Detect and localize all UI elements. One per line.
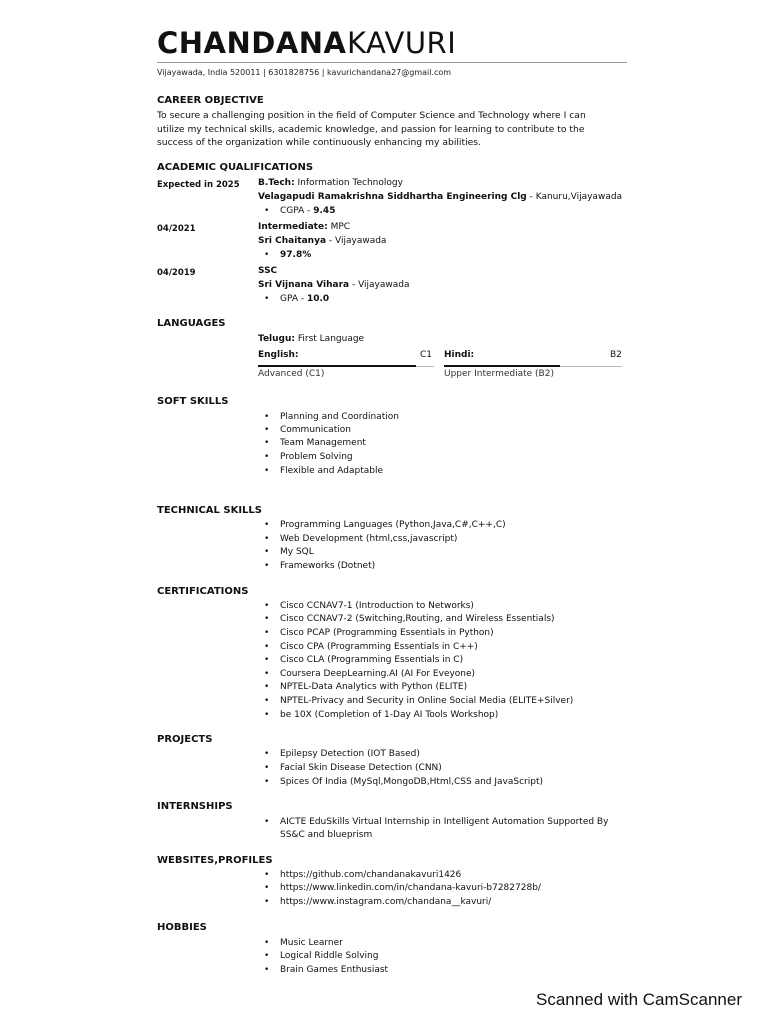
academic-score — [280, 206, 335, 216]
profile-link[interactable]: • https://www.linkedin.com/in/chandana-kavuri-b7282728b/ — [280, 883, 541, 893]
degree-label: B.Tech: — [258, 178, 295, 188]
language-name: English: — [258, 350, 299, 360]
list-item: • Epilepsy Detection (IOT Based) — [280, 749, 420, 759]
school-location: - Vijayawada — [326, 236, 387, 246]
score-value: 10.0 — [306, 294, 330, 304]
list-item: • be 10X (Completion of 1-Day AI Tools Workshop) — [280, 710, 498, 720]
school-name: Sri Chaitanya — [258, 236, 327, 246]
career-line: success of the organization while continuously enhancing my abilities. — [157, 137, 482, 148]
academic-date: 04/2021 — [157, 224, 196, 234]
language-desc: Upper Intermediate (B2) — [444, 369, 554, 379]
list-item: • Coursera DeepLearning.AI (AI For Eveyone) — [280, 669, 475, 679]
school-name: Velagapudi Ramakrishna Siddhartha Engineering Clg — [258, 192, 527, 202]
list-item: • Spices Of India (MySql,MongoDB,Html,CSS and JavaScript) — [280, 777, 543, 787]
list-item: • Music Learner — [280, 938, 343, 948]
language-desc: Advanced (C1) — [258, 369, 325, 379]
career-line: utilize my technical skills, academic knowledge, and passion for learning to contribute to the — [157, 123, 585, 135]
language-level: C1 — [420, 350, 433, 360]
academic-school — [258, 280, 410, 290]
career-paragraph — [157, 109, 627, 150]
contact-line: Vijayawada, India 520011 | 6301828756 | kavurichandana27@gmail.com — [157, 68, 452, 77]
list-item: • Team Management — [280, 438, 366, 448]
list-item: • NPTEL-Privacy and Security in Online Social Media (ELITE+Silver) — [280, 696, 573, 706]
list-item: • My SQL — [280, 547, 314, 557]
academic-degree — [258, 266, 277, 276]
score-value: 9.45 — [313, 206, 336, 216]
list-item: • Logical Riddle Solving — [280, 951, 378, 961]
section-title-languages: LANGUAGES — [157, 318, 226, 329]
language-native — [258, 334, 364, 344]
academic-date: 04/2019 — [157, 268, 196, 278]
section-title-technical-skills: TECHNICAL SKILLS — [157, 505, 262, 516]
section-title-certifications: CERTIFICATIONS — [157, 586, 249, 597]
section-title-soft-skills: SOFT SKILLS — [157, 396, 229, 407]
section-title-projects: PROJECTS — [157, 734, 213, 745]
list-item: • AICTE EduSkills Virtual Internship in Intelligent Automation Supported By — [280, 817, 608, 827]
list-item: • Frameworks (Dotnet) — [280, 561, 375, 571]
list-item: • Communication — [280, 425, 351, 435]
profile-link[interactable]: • https://www.instagram.com/chandana__kavuri/ — [280, 897, 491, 907]
academic-date: Expected in 2025 — [157, 180, 240, 190]
list-item: • Problem Solving — [280, 452, 353, 462]
degree-value: Information Technology — [294, 178, 403, 188]
list-item: • Programming Languages (Python,Java,C#,C++,C) — [280, 520, 506, 530]
career-line: To secure a challenging position in the field of Computer Science and Technology where I can — [157, 110, 586, 121]
score-value: 97.8% — [280, 250, 312, 260]
list-item: • Flexible and Adaptable — [280, 466, 383, 476]
list-item: • Brain Games Enthusiast — [280, 965, 388, 975]
degree-value: MPC — [327, 222, 351, 232]
header-rule — [157, 62, 627, 63]
academic-degree — [258, 178, 403, 188]
language-name: Hindi: — [444, 350, 475, 360]
language-native-value: First Language — [295, 334, 365, 344]
name-last: KAVURI — [347, 26, 457, 60]
score-label: CGPA - — [280, 206, 314, 216]
section-title-internships: INTERNSHIPS — [157, 801, 233, 812]
degree-label: Intermediate: — [258, 222, 328, 232]
academic-school — [258, 192, 622, 202]
language-native-label: Telugu: — [258, 334, 295, 344]
school-name: Sri Vijnana Vihara — [258, 280, 350, 290]
list-item: • NPTEL-Data Analytics with Python (ELITE) — [280, 682, 467, 692]
camscanner-watermark: Scanned with CamScanner — [535, 990, 742, 1009]
academic-score — [280, 250, 311, 260]
list-item: • Cisco CLA (Programming Essentials in C) — [280, 655, 463, 665]
language-bar-fill — [258, 365, 416, 367]
profile-link[interactable]: • https://github.com/chandanakavuri1426 — [280, 870, 461, 880]
section-title-hobbies: HOBBIES — [157, 922, 207, 933]
section-title-websites: WEBSITES,PROFILES — [157, 855, 273, 866]
list-item: • Planning and Coordination — [280, 412, 399, 422]
list-item: • Cisco CCNAV7-2 (Switching,Routing, and Wireless Essentials) — [280, 614, 555, 624]
list-item: • Cisco PCAP (Programming Essentials in Python) — [280, 628, 494, 638]
list-item: • Web Development (html,css,javascript) — [280, 534, 457, 544]
language-bar-fill — [444, 365, 560, 367]
academic-score — [280, 294, 329, 304]
school-location: - Vijayawada — [349, 280, 410, 290]
academic-degree — [258, 222, 350, 232]
name-first: CHANDANA — [157, 26, 347, 60]
list-item-continuation: SS&C and blueprism — [280, 830, 373, 840]
academic-school — [258, 236, 386, 246]
list-item: • Facial Skin Disease Detection (CNN) — [280, 763, 442, 773]
section-title-academics: ACADEMIC QUALIFICATIONS — [157, 162, 314, 173]
list-item: • Cisco CPA (Programming Essentials in C++) — [280, 642, 478, 652]
school-location: - Kanuru,Vijayawada — [526, 192, 623, 202]
score-label: GPA - — [280, 294, 307, 304]
list-item: • Cisco CCNAV7-1 (Introduction to Networks) — [280, 601, 474, 611]
degree-label: SSC — [258, 266, 278, 276]
language-level: B2 — [610, 350, 622, 360]
section-title-career: CAREER OBJECTIVE — [157, 95, 264, 106]
